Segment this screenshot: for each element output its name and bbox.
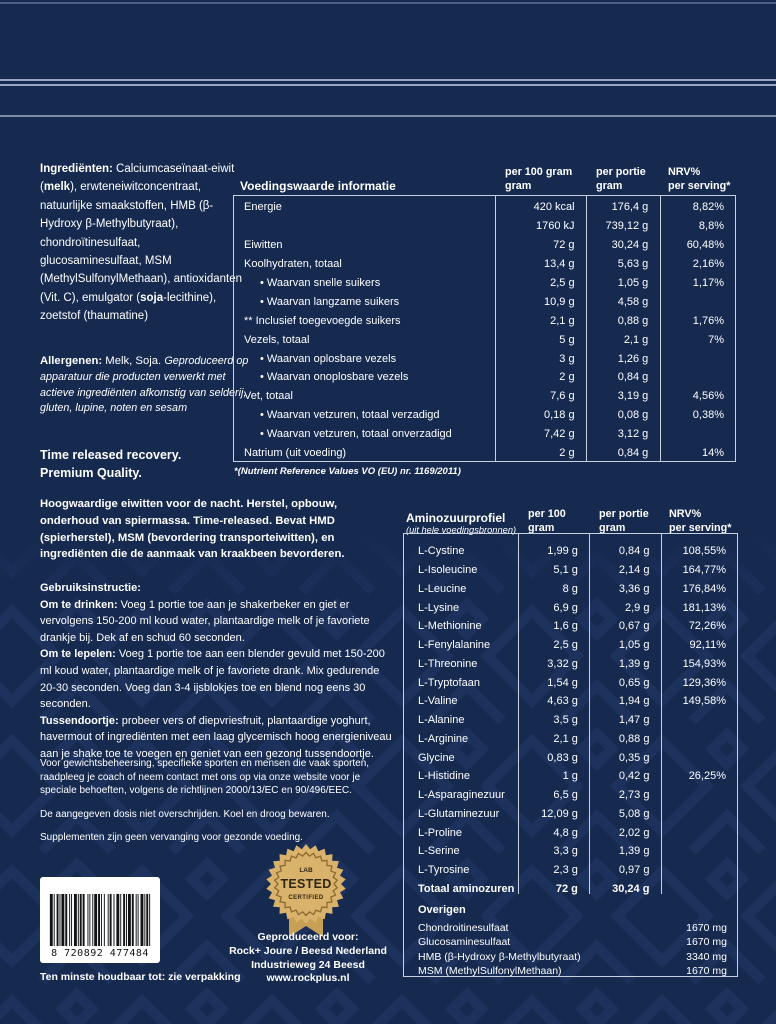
cell: Vet, totaal (244, 390, 293, 403)
cell: 4,58 g (617, 295, 649, 308)
table-divider (586, 196, 587, 461)
amino-row (404, 805, 737, 824)
cell: 7% (708, 333, 724, 346)
cell: Eiwitten (244, 239, 283, 252)
ingredients-bold-milk: melk (43, 181, 71, 194)
barcode-bar (128, 894, 131, 946)
cell: L-Lysine (418, 601, 460, 614)
cell: 176,4 g (611, 201, 649, 214)
usage-item-snack-text: probeer vers of diepvriesfruit, plantaardige yoghurt, havermout of ingrediënten met een laag glycemisch hoog energieniveau aan je shake toe te voegen en geniet van een gezond tussendoortje. (40, 714, 392, 760)
ingredients-text-1: Calciumcaseïnaat-eiwit ( (40, 163, 235, 194)
amino-total-per100: 72 g (555, 882, 578, 895)
cell: 2,9 g (624, 601, 650, 614)
other-label: HMB (β-Hydroxy β-Methylbutyraat) (418, 950, 581, 963)
ingredients-paragraph (40, 160, 242, 326)
col-line: NRV% (669, 508, 702, 520)
barcode-bar (149, 894, 150, 946)
cell: 3,19 g (617, 390, 649, 403)
col-line: gram (599, 521, 626, 534)
badge-line-tested: TESTED (280, 877, 332, 891)
amino-row (404, 730, 737, 749)
cell: 1760 kJ (536, 220, 575, 233)
amino-row (404, 561, 737, 580)
cell: 92,11% (689, 639, 726, 652)
other-rows (418, 920, 727, 978)
cell: 3,5 g (553, 714, 578, 727)
cell: 3,36 g (618, 582, 650, 595)
cell: 7,6 g (550, 390, 575, 403)
cell: L-Fenylalanine (418, 639, 491, 652)
barcode-bar (120, 894, 121, 946)
barcode-bar (98, 894, 100, 946)
col-line: NRV% (668, 166, 701, 178)
amino-row (404, 598, 737, 617)
usage-item-drink-label: Om te drinken: (40, 598, 118, 611)
cell: 1,26 g (617, 352, 649, 365)
cell: 2,1 g (553, 732, 578, 745)
allergens-paragraph (40, 354, 252, 417)
cell: 149,58% (682, 695, 726, 708)
nutrition-table (233, 195, 736, 462)
cell: 0,88 g (618, 732, 650, 745)
cell: 0,65 g (618, 676, 650, 689)
cell: 2,5 g (553, 639, 578, 652)
cell: 0,08 g (617, 409, 649, 422)
cell: 0,38% (692, 409, 724, 422)
cell: L-Histidine (418, 770, 470, 783)
table-divider (518, 534, 519, 894)
barcode-bar (74, 894, 77, 946)
cell: 2,3 g (553, 864, 578, 877)
cell: 3,32 g (547, 657, 578, 670)
cell: 0,84 g (617, 447, 649, 460)
barcode-bar (136, 894, 137, 946)
notice-supplements: Supplementen zijn geen vervanging voor gezonde voeding. (40, 832, 303, 844)
table-divider (495, 196, 496, 461)
cell: L-Glutaminezuur (418, 807, 500, 820)
lab-tested-badge (264, 844, 348, 940)
barcode-bar (80, 894, 82, 946)
cell: 0,35 g (618, 751, 650, 764)
producer-address: Industrieweg 24 Beesd (251, 958, 365, 971)
col-line: gram (528, 521, 555, 534)
nutrition-col-portie (586, 166, 660, 193)
fold-line-top (0, 2, 776, 4)
nutrition-footnote: *(Nutrient Reference Values VO (EU) nr. 1169/2011) (234, 466, 461, 477)
cell: 0,42 g (618, 770, 650, 783)
cell: Koolhydraten, totaal (244, 258, 342, 271)
barcode-bar (138, 894, 139, 946)
col-line: gram (505, 179, 532, 192)
amino-row (404, 786, 737, 805)
producer-block (196, 931, 420, 986)
cell: 7,42 g (543, 428, 575, 441)
cell: 5,63 g (617, 258, 649, 271)
cell: Natrium (uit voeding) (244, 447, 347, 460)
cell: L-Methionine (418, 620, 482, 633)
barcode-bar (101, 894, 102, 946)
cell: L-Alanine (418, 714, 465, 727)
usage-title: Gebruiksinstructie: (40, 582, 141, 594)
amino-row (404, 617, 737, 636)
cell: 1,05 g (617, 277, 649, 289)
tagline-time-released: Time released recovery. (40, 448, 182, 462)
fold-line-mid (0, 115, 776, 117)
amino-total-row (404, 880, 737, 899)
cell: Energie (244, 201, 282, 214)
best-before-note: Ten minste houdbaar tot: zie verpakking (40, 971, 241, 983)
barcode-bar (69, 894, 70, 946)
amino-table-header (403, 489, 738, 535)
barcode-bar (89, 894, 90, 946)
cell: • Waarvan vetzuren, totaal verzadigd (260, 409, 440, 422)
amino-row (404, 861, 737, 880)
cell: 0,88 g (617, 314, 649, 327)
amino-title-wrap (403, 511, 518, 535)
cell: 72,26% (688, 620, 726, 633)
cell: 10,9 g (543, 295, 575, 308)
barcode-bar (92, 894, 93, 946)
ingredients-text-3: -lecithine), zoetstof (thaumatine) (40, 291, 217, 323)
amino-row (404, 542, 737, 561)
allergens-text: Melk, Soja. (102, 355, 165, 367)
allergens-disclaimer: Geproduceerd op apparatuur die producten verwerkt met actieve ingrediënten afkomstig van selderij, gluten, lupine, noten en sesam (40, 355, 249, 415)
producer-website: www.rockplus.nl (266, 972, 350, 985)
cell: L-Tyrosine (418, 864, 470, 877)
amino-row (404, 711, 737, 730)
amino-total-portie: 30,24 g (612, 882, 650, 895)
barcode-bar (116, 894, 119, 946)
barcode-bar (108, 894, 109, 946)
cell: ** Inclusief toegevoegde suikers (244, 314, 401, 327)
tagline-premium-quality: Premium Quality. (40, 465, 142, 480)
cell: L-Threonine (418, 657, 478, 670)
other-row (418, 949, 727, 964)
cell: 2,1 g (550, 314, 575, 327)
notice-dosage: De aangegeven dosis niet overschrijden. Koel en droog bewaren. (40, 808, 330, 820)
amino-rows (404, 542, 737, 880)
nutrition-col-nrv (660, 166, 736, 193)
cell: L-Tryptofaan (418, 676, 480, 689)
usage-item-snack-label: Tussendoortje: (40, 714, 119, 727)
barcode-bar (83, 894, 85, 946)
notices (40, 757, 388, 845)
other-value: 1670 mg (686, 921, 727, 934)
cell: L-Isoleucine (418, 564, 478, 577)
barcode-bar (60, 894, 61, 946)
nutrition-col-per100 (495, 166, 586, 193)
usage-item-drink-text: Voeg 1 portie toe aan je shakerbeker en giet er vervolgens 150-200 ml koud water, plantaardige melk of je favoriete drankje bij. Dek af en schud 60 seconden. (40, 598, 370, 644)
cell: 2,5 g (550, 277, 575, 289)
cell: 1,47 g (618, 714, 650, 727)
cell: 30,24 g (611, 239, 649, 252)
cell: 2,02 g (618, 826, 650, 839)
other-label: Glucosaminesulfaat (418, 936, 511, 949)
barcode-bar (104, 894, 105, 946)
cell: L-Leucine (418, 582, 467, 595)
taglines (40, 447, 260, 482)
cell: 1,54 g (547, 676, 578, 689)
cell: 164,77% (682, 564, 726, 577)
cell: 1,39 g (618, 657, 650, 670)
amino-table-subtitle: (uit hele voedingsbronnen) (406, 525, 517, 535)
cell: 1,99 g (547, 545, 578, 558)
cell: 1 g (562, 770, 578, 783)
ingredients-label: Ingrediënten: (40, 163, 113, 175)
cell: 739,12 g (605, 220, 649, 233)
col-line: per serving* (668, 179, 731, 192)
barcode-bar (78, 894, 79, 946)
col-line: per portie (599, 508, 649, 520)
barcode (40, 877, 160, 963)
cell: 1,94 g (618, 695, 650, 708)
usage-item-spoon (40, 646, 392, 712)
allergens-label: Allergenen: (40, 355, 103, 367)
cell: 2,14 g (618, 564, 650, 577)
amino-col-per100 (518, 508, 589, 535)
cell: 3,3 g (553, 845, 578, 858)
cell: • Waarvan langzame suikers (260, 295, 400, 308)
producer-label: Geproduceerd voor: (257, 931, 359, 943)
cell: 12,09 g (541, 807, 578, 820)
cell: 6,9 g (553, 601, 578, 614)
cell: 1,39 g (618, 845, 650, 858)
cell: L-Cystine (418, 545, 465, 558)
nutrition-table-header (233, 149, 736, 193)
ingredients-text-2: ), erwteneiwitconcentraat, natuurlijke smaakstoffen, HMB (β-Hydroxy β-Methylbutyraat), chondroïtinesulfaat, glucosaminesulfaat, MSM (MethylSulfonylMethaan), antioxidanten (Vit. C), emulgator ( (40, 181, 243, 304)
amino-total-label: Totaal aminozuren (418, 882, 515, 895)
cell: 129,36% (682, 676, 726, 689)
cell: 0,83 g (547, 751, 578, 764)
cell: 181,13% (682, 601, 726, 614)
cell: 2,16% (692, 258, 724, 271)
table-divider (589, 534, 590, 894)
cell: 2,1 g (623, 333, 649, 346)
cell: • Waarvan snelle suikers (260, 277, 381, 289)
col-line: per serving* (669, 521, 732, 534)
cell: L-Proline (418, 826, 463, 839)
other-value: 1670 mg (686, 936, 727, 949)
cell: 2,73 g (618, 789, 650, 802)
col-line: per portie (596, 166, 646, 178)
barcode-bar (87, 894, 88, 946)
cell: 2 g (559, 447, 575, 460)
nutrition-table-title: Voedingswaarde informatie (240, 179, 396, 193)
cell: 154,93% (682, 657, 726, 670)
usage-item-spoon-text: Voeg 1 portie toe aan een blender gevuld met 150-200 ml koud water, plantaardige melk of je favoriete drank. Mix gedurende 20-30 seconden. Voeg dan 3-4 ijsblokjes toe en blend nog eens 30 seconden. (40, 648, 385, 711)
cell: 0,67 g (618, 620, 650, 633)
cell: 1,17% (692, 277, 724, 289)
cell: 0,84 g (618, 545, 650, 558)
barcode-bar (61, 894, 64, 946)
barcode-bar (71, 894, 72, 946)
other-label: MSM (MethylSulfonylMethaan) (418, 965, 562, 978)
cell: L-Arginine (418, 732, 469, 745)
notice-guidelines: Voor gewichtsbeheersing, specifieke sporten en mensen die vaak sporten, raadpleeg je coach of neem contact met ons op via onze website voor je speciale behoeften, volgens de richtlijnen 2000/13/EC en 90/496/EEC. (40, 758, 370, 797)
cell: 4,63 g (547, 695, 578, 708)
badge-line-lab: LAB (299, 867, 313, 874)
barcode-digits: 8 720892 477484 (51, 948, 149, 959)
other-row (418, 964, 727, 979)
amino-row (404, 580, 737, 599)
amino-col-nrv (661, 508, 738, 535)
barcode-bar (50, 894, 53, 946)
amino-row (404, 748, 737, 767)
cell: 60,48% (686, 239, 724, 252)
barcode-bars-svg (46, 893, 154, 947)
other-row (418, 920, 727, 935)
amino-row (404, 673, 737, 692)
col-line: per 100 (528, 508, 566, 520)
amino-table (403, 533, 738, 977)
cell: Vezels, totaal (244, 333, 310, 346)
cell: • Waarvan oplosbare vezels (260, 352, 397, 365)
barcode-bar (110, 894, 112, 946)
cell: • Waarvan vetzuren, totaal onverzadigd (260, 428, 452, 441)
cell: 14% (701, 447, 724, 460)
other-value: 3340 mg (686, 950, 727, 963)
barcode-bar (132, 894, 134, 946)
cell: 8,82% (692, 201, 724, 214)
producer-company: Rock+ Joure / Beesd Nederland (229, 944, 387, 957)
cell: 8,8% (698, 220, 724, 233)
barcode-bars (50, 894, 150, 946)
barcode-bar (57, 894, 59, 946)
ingredients-bold-soy: soja (140, 291, 164, 304)
cell: 3 g (559, 352, 575, 365)
cell: 176,84% (682, 582, 726, 595)
cell: 72 g (553, 239, 575, 252)
barcode-bar (65, 894, 67, 946)
other-ingredients-section (404, 904, 737, 978)
usage-instructions (40, 580, 392, 763)
amino-row (404, 823, 737, 842)
cell: 6,5 g (553, 789, 578, 802)
usage-item-drink (40, 597, 392, 647)
cell: • Waarvan onoplosbare vezels (260, 371, 409, 384)
col-line: per 100 gram (505, 166, 573, 178)
cell: Glycine (418, 751, 455, 764)
amino-row (404, 692, 737, 711)
cell: 4,56% (692, 390, 724, 403)
other-label: Chondroitinesulfaat (418, 921, 509, 934)
cell: 26,25% (688, 770, 726, 783)
cell: L-Asparaginezuur (418, 789, 505, 802)
amino-row (404, 842, 737, 861)
cell: 2 g (559, 371, 575, 384)
product-description: Hoogwaardige eiwitten voor de nacht. Herstel, opbouw, onderhoud van spiermassa. Time-released. Bevat HMD (spierherstel), MSM (bevordering transporteiwitten), en ingrediënten die de aanmaak van kraakbeen bevorderen. (40, 498, 345, 561)
barcode-bar (141, 894, 144, 946)
cell: 1,76% (692, 314, 724, 327)
barcode-bar (123, 894, 125, 946)
amino-row (404, 767, 737, 786)
cell: 5 g (559, 333, 575, 346)
cell: 5,08 g (618, 807, 650, 820)
fold-line-double (0, 79, 776, 86)
col-line: gram (596, 179, 623, 192)
amino-row (404, 655, 737, 674)
amino-row (404, 636, 737, 655)
amino-col-portie (589, 508, 661, 535)
cell: 0,18 g (543, 409, 575, 422)
other-row (418, 935, 727, 950)
usage-item-snack (40, 713, 392, 763)
cell: L-Valine (418, 695, 458, 708)
barcode-bar (94, 894, 97, 946)
other-value: 1670 mg (686, 965, 727, 978)
cell: 1,6 g (553, 620, 578, 633)
table-divider (660, 196, 661, 461)
barcode-bar (144, 894, 145, 946)
barcode-bar (126, 894, 127, 946)
usage-item-spoon-label: Om te lepelen: (40, 648, 116, 661)
cell: 8 g (562, 582, 578, 595)
amino-table-title: Aminozuurprofiel (406, 511, 506, 525)
barcode-bar (54, 894, 55, 946)
other-ingredients-title: Overigen (418, 904, 466, 917)
table-divider (661, 534, 662, 894)
cell: 0,84 g (617, 371, 649, 384)
barcode-bar (146, 894, 148, 946)
cell: 13,4 g (543, 258, 575, 271)
cell: 0,97 g (618, 864, 650, 877)
cell: 108,55% (682, 545, 726, 558)
cell: 420 kcal (533, 201, 575, 214)
cell: 5,1 g (553, 564, 578, 577)
cell: 1,05 g (618, 639, 650, 652)
barcode-bar (114, 894, 115, 946)
badge-line-certified: CERTIFIED (288, 895, 324, 901)
cell: L-Serine (418, 845, 460, 858)
cell: 4,8 g (553, 826, 578, 839)
cell: 3,12 g (617, 428, 649, 441)
